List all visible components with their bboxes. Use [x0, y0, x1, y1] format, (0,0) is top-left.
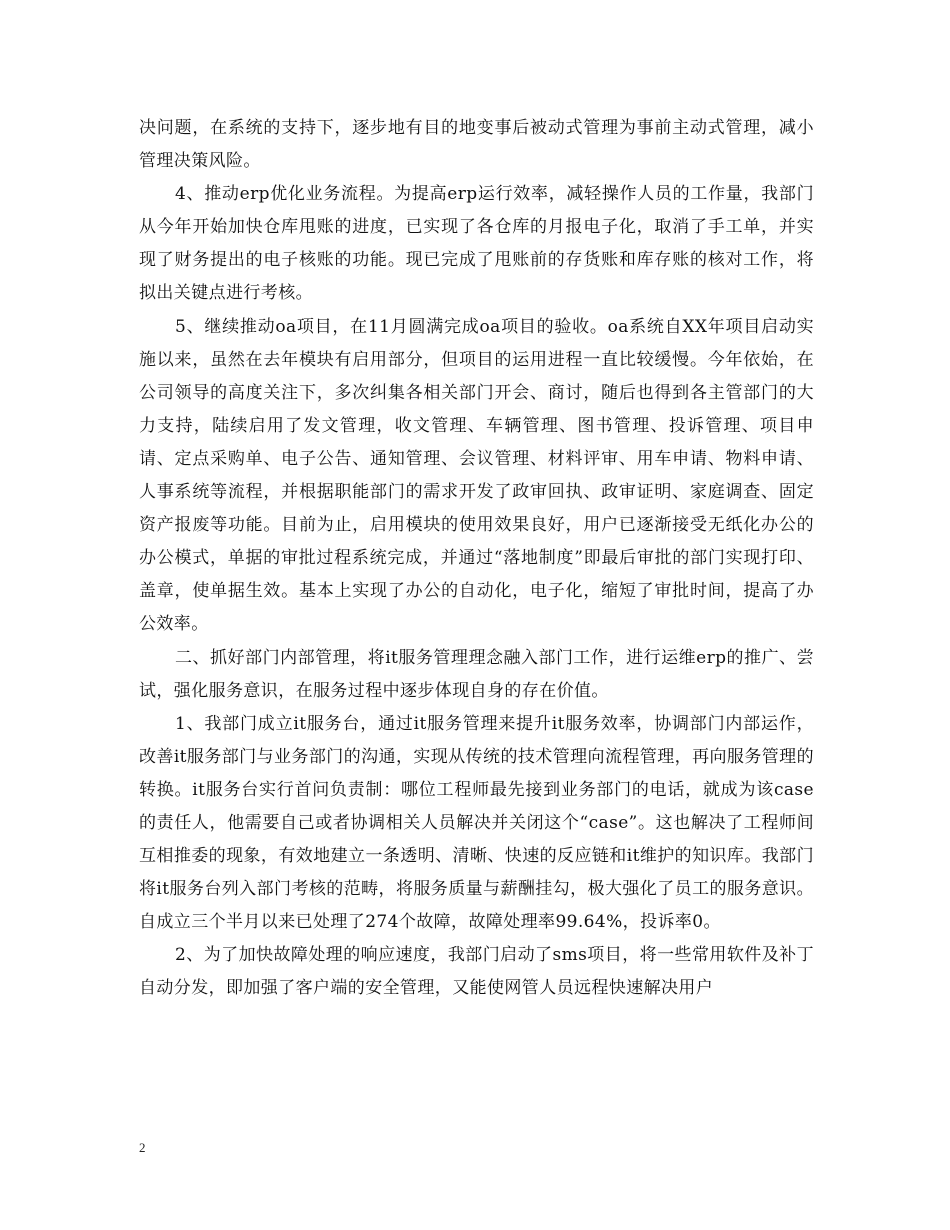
paragraph-sms-project: 2、为了加快故障处理的响应速度，我部门启动了sms项目，将一些常用软件及补丁自动分发，即加强了客户端的安全管理，又能使网管人员远程快速解决用户	[139, 945, 814, 999]
paragraph-erp-optimization: 4、推动erp优化业务流程。为提高erp运行效率，减轻操作人员的工作量，我部门从今年开始加快仓库甩账的进度，已实现了各仓库的月报电子化，取消了手工单，并实现了财务提出的电子核账的功能。现已完成了甩账前的存货账和库存账的核对工作，将拟出关键点进行考核。	[139, 184, 814, 304]
paragraph-it-service-desk: 1、我部门成立it服务台，通过it服务管理来提升it服务效率，协调部门内部运作，改善it服务部门与业务部门的沟通，实现从传统的技术管理向流程管理，再向服务管理的转换。it服务台实行首问负责制：哪位工程师最先接到业务部门的电话，就成为该case的责任人，他需要自己或者协调相关人员解决并关闭这个“case”。这也解决了工程师间互相推委的现象，有效地建立一条透明、清晰、快速的反应链和it维护的知识库。我部门将it服务台列入部门考核的范畴，将服务质量与薪酬挂勾，极大强化了员工的服务意识。自成立三个半月以来已处理了274个故障，故障处理率99.64%，投诉率0。	[139, 713, 814, 933]
paragraph-section-two-heading: 二、抓好部门内部管理，将it服务管理理念融入部门工作，进行运维erp的推广、尝试，强化服务意识，在服务过程中逐步体现自身的存在价值。	[139, 647, 814, 701]
paragraph-oa-project: 5、继续推动oa项目，在11月圆满完成oa项目的验收。oa系统自XX年项目启动实施以来，虽然在去年模块有启用部分，但项目的运用进程一直比较缓慢。今年依始，在公司领导的高度关注下，多次纠集各相关部门开会、商讨，随后也得到各主管部门的大力支持，陆续启用了发文管理，收文管理、车辆管理、图书管理、投诉管理、项目申请、定点采购单、电子公告、通知管理、会议管理、材料评审、用车申请、物料申请、人事系统等流程，并根据职能部门的需求开发了政审回执、政审证明、家庭调查、固定资产报废等功能。目前为止，启用模块的使用效果良好，用户已逐渐接受无纸化办公的办公模式，单据的审批过程系统完成，并通过“落地制度”即最后审批的部门实现打印、盖章，使单据生效。基本上实现了办公的自动化，电子化，缩短了审批时间，提高了办公效率。	[139, 316, 814, 635]
document-body	[139, 112, 814, 1006]
paragraph-continuation: 决问题，在系统的支持下，逐步地有目的地变事后被动式管理为事前主动式管理，减小管理决策风险。	[139, 118, 814, 172]
page-number: 2	[139, 1140, 146, 1155]
